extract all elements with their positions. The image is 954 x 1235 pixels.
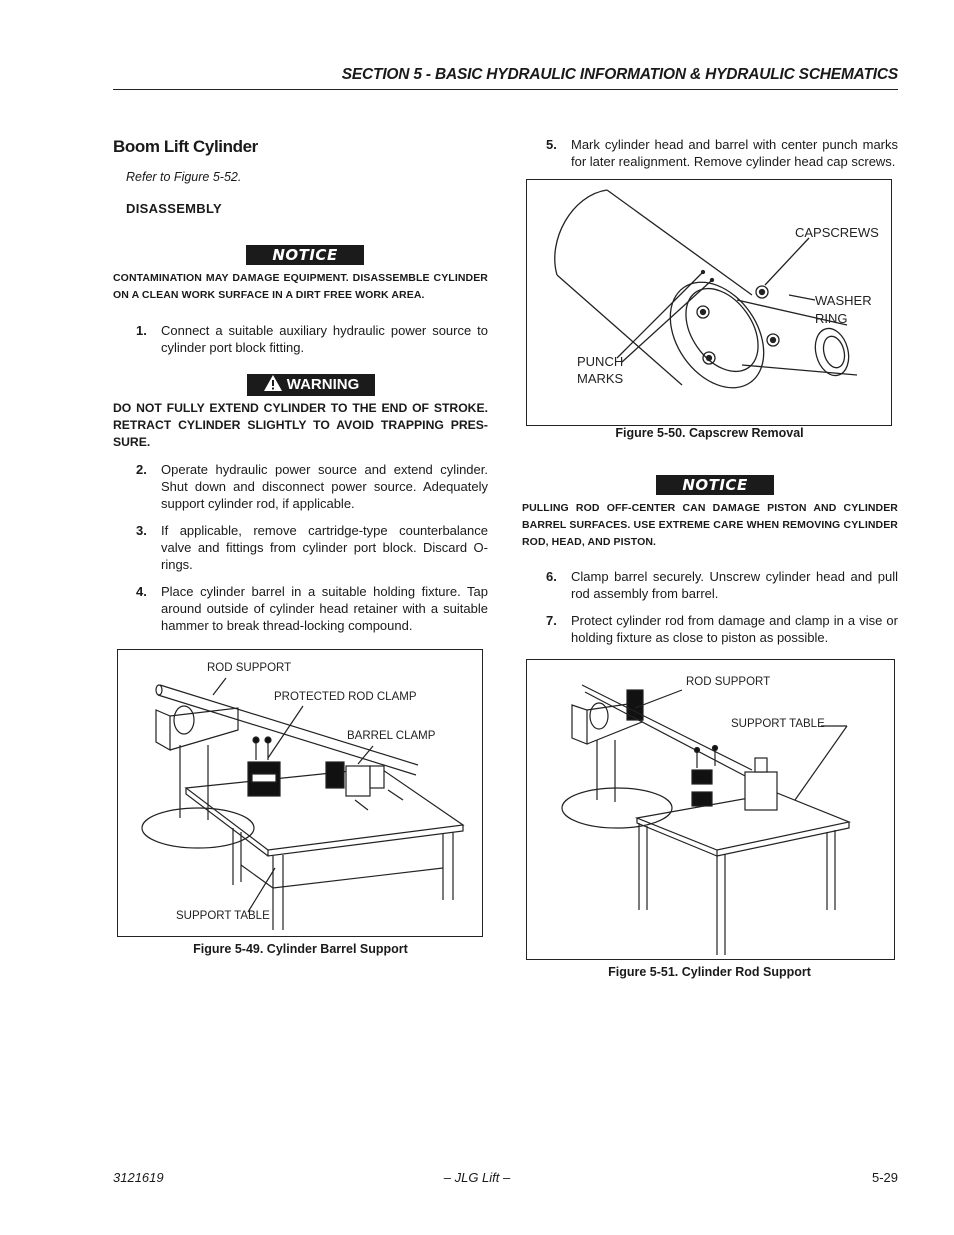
step-number: 1.	[136, 323, 147, 338]
notice-text: CONTAMINATION MAY DAMAGE EQUIPMENT. DISASSEMBLE CYLINDER ON A CLEAN WORK SURFACE IN A DIRT FREE WORK AREA.	[113, 272, 488, 301]
label-marks: MARKS	[577, 371, 624, 386]
step-6	[546, 568, 898, 604]
footer-doc-number: 3121619	[113, 1170, 164, 1185]
figure-49-caption: Figure 5-49. Cylinder Barrel Support	[193, 942, 408, 956]
notice-badge-2: NOTICE	[656, 475, 774, 495]
step-number: 6.	[546, 569, 557, 584]
step-3	[136, 522, 488, 574]
label-ring: RING	[815, 311, 848, 326]
step-number: 3.	[136, 523, 147, 538]
notice-badge: NOTICE	[246, 245, 364, 265]
subheading-disassembly: DISASSEMBLY	[126, 201, 223, 216]
warning-label: WARNING	[286, 376, 360, 393]
header-rule	[113, 89, 898, 90]
step-text: Place cylinder barrel in a suitable holding fixture. Tap around outside of cylinder head retainer with a suitable hammer to break thread-locking compound.	[161, 584, 488, 633]
figure-51-caption: Figure 5-51. Cylinder Rod Support	[608, 965, 811, 979]
label-rod-support: ROD SUPPORT	[686, 676, 771, 688]
label-barrel-clamp: BARREL CLAMP	[347, 730, 436, 742]
figure-cylinder-barrel-support	[117, 649, 483, 937]
label-washer: WASHER	[815, 293, 872, 308]
figure-50-caption: Figure 5-50. Capscrew Removal	[615, 426, 804, 440]
step-4	[136, 583, 488, 635]
step-2	[136, 461, 488, 513]
step-number: 5.	[546, 137, 557, 152]
step-7	[546, 612, 898, 648]
label-support-table: SUPPORT TABLE	[176, 910, 270, 922]
figure-reference: Refer to Figure 5-52.	[126, 170, 242, 184]
section-header: SECTION 5 - BASIC HYDRAULIC INFORMATION & HYDRAULIC SCHEMATICS	[341, 66, 898, 83]
step-number: 4.	[136, 584, 147, 599]
footer-page-number: 5-29	[871, 1170, 898, 1185]
label-protected-rod-clamp: PROTECTED ROD CLAMP	[274, 691, 417, 703]
footer-center: – JLG Lift –	[443, 1170, 511, 1185]
page-title: Boom Lift Cylinder	[113, 137, 258, 156]
notice-text-2: PULLING ROD OFF-CENTER CAN DAMAGE PISTON AND CYLINDER BARREL SURFACES. USE EXTREME CARE WHEN REMOVING CYLINDER ROD, HEAD, AND PISTON.	[522, 502, 898, 548]
warning-triangle-icon	[263, 374, 283, 392]
step-text: If applicable, remove cartridge-type counterbalance valve and fittings from cylinder port block. Discard O-rings.	[161, 523, 488, 572]
figure-cylinder-rod-support	[526, 659, 895, 960]
step-number: 2.	[136, 462, 147, 477]
step-text: Mark cylinder head and barrel with center punch marks for later realignment. Remove cylinder head cap screws.	[571, 137, 898, 169]
label-punch: PUNCH	[577, 354, 624, 369]
step-text: Clamp barrel securely. Unscrew cylinder head and pull rod assembly from barrel.	[571, 569, 898, 601]
label-capscrews: CAPSCREWS	[795, 225, 879, 240]
warning-text: DO NOT FULLY EXTEND CYLINDER TO THE END OF STROKE. RETRACT CYLINDER SLIGHTLY TO AVOID TRAPPING PRES-SURE.	[113, 401, 488, 449]
figure-capscrew-removal	[526, 179, 892, 426]
step-text: Connect a suitable auxiliary hydraulic power source to cylinder port block fitting.	[161, 323, 488, 355]
step-number: 7.	[546, 613, 557, 628]
step-5	[546, 136, 898, 172]
step-1	[136, 322, 488, 358]
rod-support-illustration	[527, 660, 894, 959]
label-rod-support: ROD SUPPORT	[207, 662, 292, 674]
step-text: Operate hydraulic power source and extend cylinder. Shut down and disconnect power source. Adequately support cylinder rod, if applicable.	[161, 462, 488, 511]
warning-badge	[247, 374, 375, 396]
step-text: Protect cylinder rod from damage and clamp in a vise or holding fixture as close to piston as possible.	[571, 613, 898, 645]
label-support-table: SUPPORT TABLE	[731, 718, 825, 730]
